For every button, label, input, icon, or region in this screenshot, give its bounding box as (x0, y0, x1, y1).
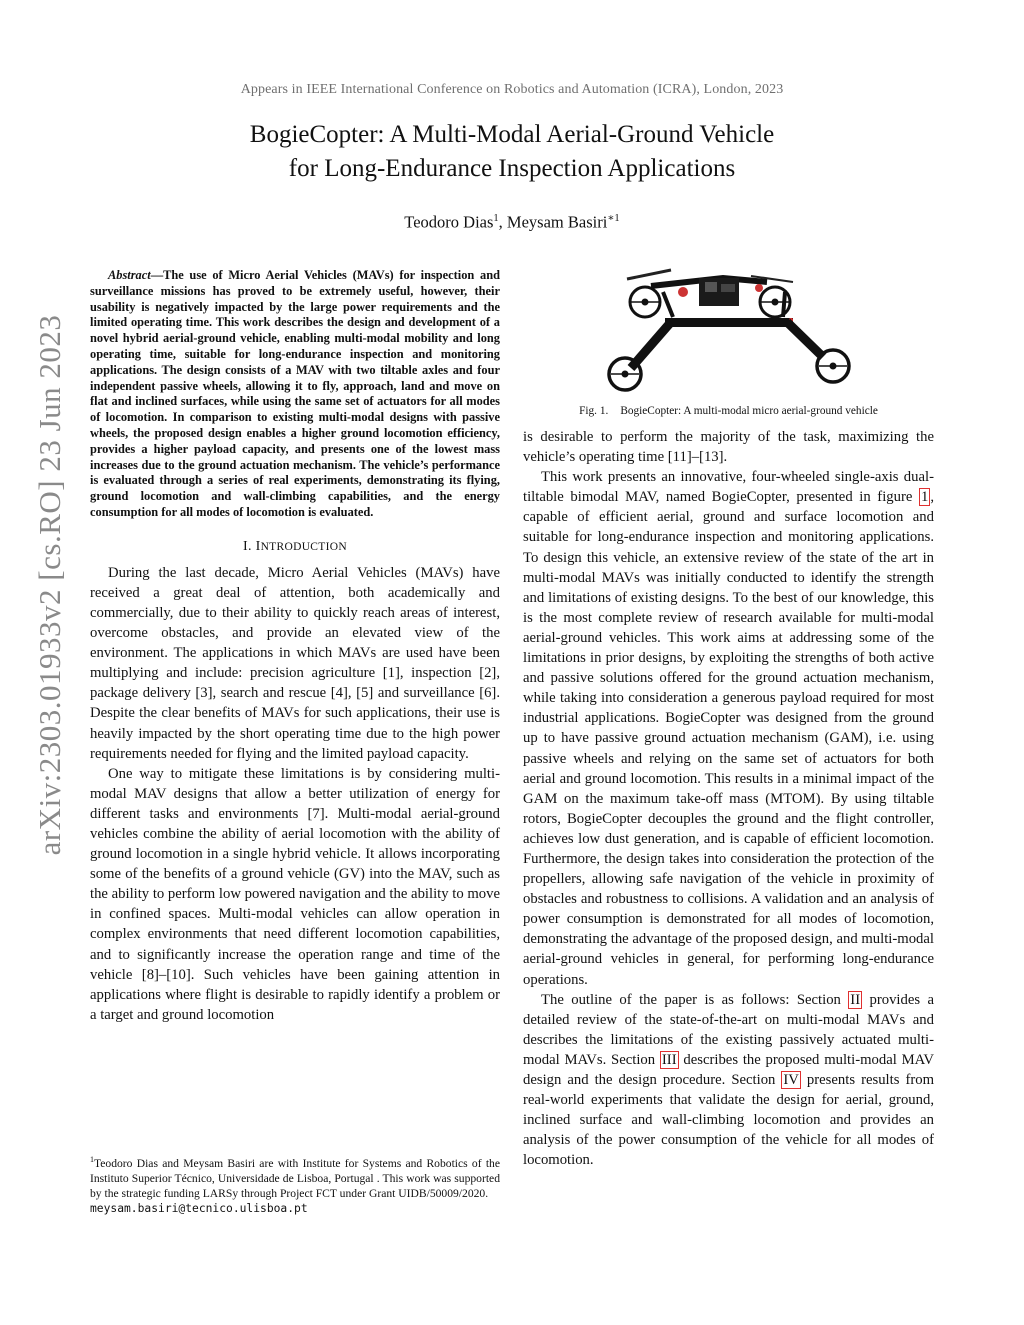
paragraph: One way to mitigate these limitations is by considering multi-modal MAV designs that allow a better utilization of energy for different tasks and environments [7]. Multi-modal aerial-ground vehicles combine the ability of aerial locomotion with the ability of ground locomotion in a single hybrid vehicle. It allows incorporating some of the benefits of a ground vehicle (GV) into the MAV, such as the ability to perform low powered navigation and the ability to move in confined spaces. Multi-modal vehicles can allow operation in complex environments that need different locomotion capabilities, and to significantly increase the operation range and time of the vehicle [8]–[10]. Such vehicles have been gaining attention in applications where flight is desirable to rapidly identify a problem or a target and ground locomotion (90, 765, 500, 1023)
wire-bundle (755, 284, 763, 292)
paragraph: is desirable to perform the majority of the task, maximizing the vehicle’s operating time [11]–[13]. (523, 429, 934, 466)
section-reference-link[interactable]: III (661, 1051, 677, 1068)
figure-1-caption (523, 405, 934, 417)
footnote-text: Teodoro Dias and Meysam Basiri are with Institute for Systems and Robotics of the Instituto Superior Técnico, Universidade de Lisboa, Portugal . This work was supported by the strategic funding LARSy through Project FCT under Grant UIDB/50009/2020. (90, 1156, 500, 1200)
paragraph: During the last decade, Micro Aerial Vehicles (MAVs) have received a great deal of attention, both academically and commercially, due to their ability to quickly reach areas of interest, overcome obstacles, and provide an elevated view of the environment. The applications in which MAVs are used have been multiplying and include: precision agriculture [1], inspection [2], package delivery [3], search and rescue [4], [5] and surveillance [6]. Despite the clear benefits of MAVs for such applications, their use is heavily impacted by the short operating time due to the high power requirements needed for flying and the limited payload capacity. (90, 564, 500, 762)
running-head: Appears in IEEE International Conference on Robotics and Automation (ICRA), London, 2023 (240, 82, 784, 97)
bogiecopter-photo (523, 262, 934, 397)
title-line-1: BogieCopter: A Multi-Modal Aerial-Ground Vehicle (249, 121, 775, 148)
paragraph-text: This work presents an innovative, four-wheeled single-axis dual-tiltable bimodal MAV, named BogieCopter, presented in figure (523, 469, 934, 506)
figure-caption-text: BogieCopter: A multi-modal micro aerial-ground vehicle (620, 405, 878, 417)
abstract (90, 268, 500, 521)
wheel-lower-left (609, 358, 641, 390)
section-numeral: I. (243, 538, 256, 554)
right-tilt-axle (787, 322, 823, 357)
footnote-mark: 1 (90, 1155, 94, 1164)
affiliation-footnote (90, 1152, 500, 1216)
abstract-label: Abstract (108, 268, 151, 282)
figure-reference-link[interactable]: 1 (920, 489, 929, 506)
author-separator: , (498, 212, 507, 232)
paragraph-text: provides a detailed review of the state-of-the-art on multi-modal MAVs and describes the limitations of the existing passively actuated multi-modal MAVs. Section (523, 991, 935, 1068)
left-column (90, 268, 500, 1025)
strut (783, 292, 785, 317)
arxiv-identifier: arXiv:2303.01933v2 [cs.RO] 23 Jun 2023 (32, 314, 67, 856)
contact-email[interactable]: meysam.basiri@tecnico.ulisboa.pt (90, 1201, 308, 1215)
paragraph-text: , capable of efficient aerial, ground and surface locomotion and suitable for long-endurance inspection and monitoring applications. To design this vehicle, an extensive review of the state of the art in multi-modal MAVs was initially conducted to identify the strength and limitations of existing designs. To the best of our knowledge, this is the most complete review of research available for multi-modal aerial-ground vehicles. This work aims at addressing some of the limitations in prior designs, by exploiting the strengths of both active and passive solutions offered for the ground actuation mechanism, while taking into consideration a generous payload required for most industrial applications. BogieCopter was designed from the ground up to have passive ground actuation mechanism (GAM), i.e. using passive wheels and relying on the same set of actuators for both aerial and ground locomotion. This results in a minimal impact of the GAM on the maximum take-off mass (MTOM). By using tiltable rotors, BogieCopter decouples the ground and the flight controller, achieves low dust generation, and is capable of efficient locomotion. Furthermore, the design takes into consideration the protection of the propellers, allowing safe navigation of the vehicle in proximity of obstacles and robustness to collisions. A validation and an analysis of power consumption is demonstrated for all modes of locomotion, demonstrating the advantage of the proposed design, and multi-modal aerial-ground vehicles in general, for performing long-endurance operations. (523, 489, 934, 988)
section-title-cap: I (255, 538, 261, 554)
section-reference-link[interactable]: II (850, 991, 861, 1008)
paragraph (523, 467, 934, 989)
author-name: Teodoro Dias (404, 212, 494, 232)
author-list (0, 212, 1024, 233)
author-name: Meysam Basiri (506, 212, 608, 232)
figure-1 (523, 262, 934, 397)
section-reference-link[interactable]: IV (783, 1072, 799, 1088)
paragraph (523, 990, 934, 1171)
paper-title (112, 118, 912, 186)
abstract-dash: — (150, 268, 164, 282)
right-column-body (523, 427, 934, 1170)
strut (663, 292, 673, 317)
section-title-rest: NTRODUCTION (260, 540, 347, 553)
right-column (523, 262, 934, 1170)
section-heading-introduction (90, 539, 500, 555)
paragraph-text: presents results from real-world experiments that validate the design for aerial, ground, inclined surface and wall-climbing locomotion and provides an analysis of the power consumption of the vehicle for all modes of locomotion. (523, 1072, 934, 1169)
wheel-lower-right (817, 350, 849, 382)
wire-bundle (678, 287, 688, 297)
propeller-guard-upper-left (630, 287, 660, 317)
abstract-text: The use of Micro Aerial Vehicles (MAVs) for inspection and surveillance missions has proved to be extremely useful, however, their usability is negatively impacted by the large power requirements and the limited operating time. This work describes the design and development of a novel hybrid aerial-ground vehicle, enabling multi-modal mobility and long operating time, suitable for long-endurance inspection and monitoring applications. The design consists of a MAV with two tiltable axles and four independent passive wheels, allowing it to fly, approach, land and move on flat and inclined surfaces, while using the same set of actuators for all modes of locomotion. In comparison to existing multi-modal designs with passive wheels, the proposed design enables a higher ground locomotion efficiency, provides a higher payload capacity, and presents one of the lowest mass increases due to the ground actuation mechanism. The vehicle’s performance is evaluated through a series of real experiments, demonstrating its flying, ground locomotion and wall-climbing capabilities, and the energy consumption for all modes of locomotion is evaluated. (90, 268, 500, 519)
paragraph-text: The outline of the paper is as follows: Section (541, 991, 849, 1008)
main-beam (665, 318, 793, 327)
figure-label: Fig. 1. (579, 405, 609, 417)
propeller-blade (627, 270, 671, 279)
title-line-2: for Long-Endurance Inspection Applications (288, 155, 736, 182)
paragraph-text: describes the proposed multi-modal MAV design and the design procedure. Section (523, 1051, 934, 1088)
introduction-body (90, 563, 500, 1025)
affiliation-mark: 1 (493, 213, 499, 224)
affiliation-mark: ∗1 (607, 213, 620, 224)
